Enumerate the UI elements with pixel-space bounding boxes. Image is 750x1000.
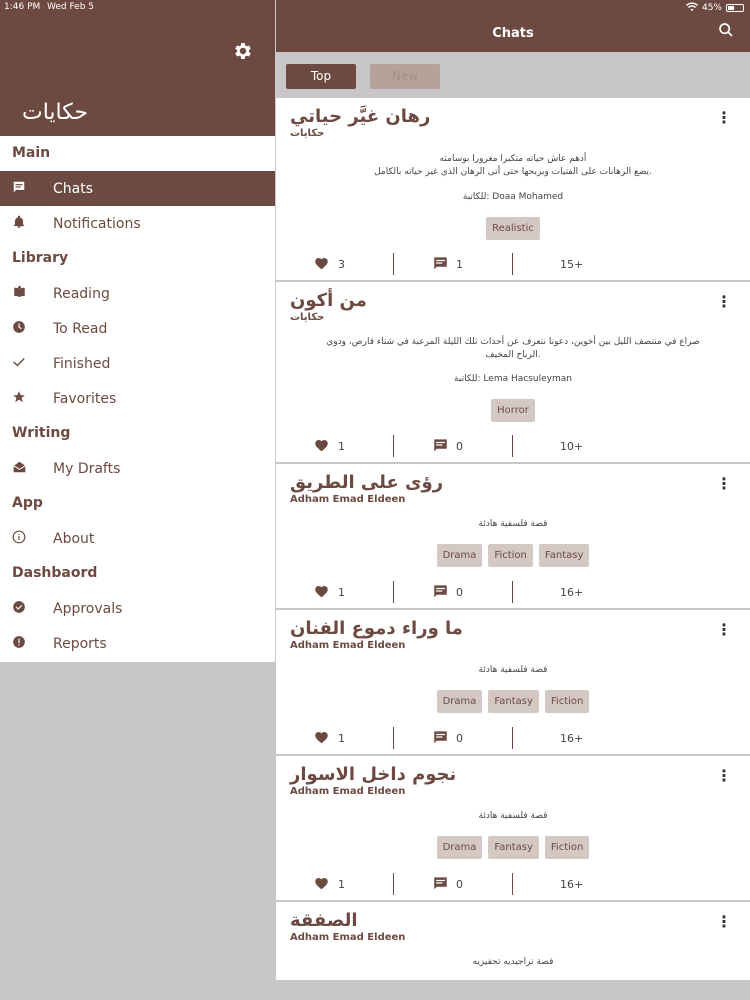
divider: [512, 873, 513, 895]
comment-count: 0: [456, 878, 463, 891]
tag[interactable]: Drama: [437, 544, 483, 567]
divider: [393, 727, 394, 749]
divider: [512, 581, 513, 603]
tabs-bar: [276, 52, 750, 98]
tag[interactable]: Fiction: [488, 544, 532, 567]
sidebar-item-reading[interactable]: Reading: [0, 276, 275, 311]
story-subtitle: حكايات: [290, 312, 325, 323]
comment-icon[interactable]: [433, 876, 448, 894]
tag[interactable]: Fiction: [545, 690, 589, 713]
battery-percent: 45%: [701, 3, 722, 13]
age-rating: 15+: [560, 258, 584, 271]
story-subtitle: Adham Emad Eldeen: [290, 786, 406, 797]
more-vert-icon[interactable]: ⋮: [716, 474, 732, 493]
status-date: Wed Feb 5: [47, 2, 95, 12]
search-icon[interactable]: [718, 22, 736, 40]
story-subtitle: Adham Emad Eldeen: [290, 932, 406, 943]
sidebar-item-about[interactable]: About: [0, 521, 275, 556]
comment-icon[interactable]: [433, 438, 448, 456]
check-icon: [0, 355, 40, 373]
story-description: قصة فلسفية هادئة: [478, 665, 548, 675]
story-title: ما وراء دموع الفنان: [290, 618, 463, 639]
tag-list: [276, 399, 750, 422]
story-description: صراع في منتصف الليل بين أخوين، دعونا نتعرف عن أحداث تلك الليلة المرعبة في شتاء قارص، ودوي الرياح المخيف.: [326, 337, 700, 360]
tag[interactable]: Drama: [437, 836, 483, 859]
chat-icon: [0, 180, 40, 198]
alert-icon: [0, 635, 40, 653]
card-footer: [276, 873, 750, 895]
status-bar: [0, 0, 750, 15]
comment-icon[interactable]: [433, 730, 448, 748]
section-library: Library: [12, 250, 69, 266]
divider: [512, 727, 513, 749]
heart-icon[interactable]: [314, 438, 329, 456]
sidebar-menu: [0, 136, 275, 662]
story-title: الصفقة: [290, 910, 358, 931]
sidebar-item-favorites[interactable]: Favorites: [0, 381, 275, 416]
divider: [512, 253, 513, 275]
battery-icon: [726, 4, 744, 12]
tag[interactable]: Fantasy: [488, 836, 538, 859]
info-icon: [0, 530, 40, 548]
more-vert-icon[interactable]: ⋮: [716, 766, 732, 785]
heart-icon[interactable]: [314, 730, 329, 748]
divider: [512, 435, 513, 457]
like-count: 1: [338, 440, 345, 453]
age-rating: 16+: [560, 732, 584, 745]
status-time: 1:46 PM: [4, 2, 41, 12]
like-count: 1: [338, 586, 345, 599]
mail-open-icon: [0, 460, 40, 478]
tag[interactable]: Horror: [491, 399, 535, 422]
more-vert-icon[interactable]: ⋮: [716, 620, 732, 639]
tag[interactable]: Drama: [437, 690, 483, 713]
sidebar: [0, 0, 275, 1000]
card-footer: [276, 435, 750, 457]
card-footer: [276, 727, 750, 749]
sidebar-title: حكايات: [22, 100, 88, 125]
tag[interactable]: Fantasy: [488, 690, 538, 713]
story-description: أدهم عاش حياته متكبرا مغرورا بوسامته يضع الرهانات على الفتيات ويربحها حتى أتى الرهان الذي غير حياته بالكامل.: [374, 154, 652, 177]
story-description: قصة فلسفية هادئة: [478, 811, 548, 821]
card-footer: [276, 253, 750, 275]
tag-list: [276, 544, 750, 567]
sidebar-item-finished[interactable]: Finished: [0, 346, 275, 381]
like-count: 1: [338, 732, 345, 745]
divider: [393, 581, 394, 603]
status-indicators: [686, 2, 744, 14]
section-app: App: [12, 495, 43, 511]
star-icon: [0, 390, 40, 408]
sidebar-header: [0, 0, 275, 136]
comment-icon[interactable]: [433, 584, 448, 602]
clock-icon: [0, 320, 40, 338]
more-vert-icon[interactable]: ⋮: [716, 292, 732, 311]
tag-list: [276, 690, 750, 713]
age-rating: 16+: [560, 586, 584, 599]
main-content: [276, 0, 750, 1000]
story-description: قصة فلسفية هادئة: [478, 519, 548, 529]
age-rating: 16+: [560, 878, 584, 891]
divider: [393, 253, 394, 275]
tab-top[interactable]: Top: [286, 64, 356, 89]
story-title: نجوم داخل الاسوار: [290, 764, 457, 785]
sidebar-item-to-read[interactable]: To Read: [0, 311, 275, 346]
comment-count: 0: [456, 440, 463, 453]
age-rating: 10+: [560, 440, 584, 453]
story-title: من أكون: [290, 290, 367, 311]
more-vert-icon[interactable]: ⋮: [716, 108, 732, 127]
story-description: قصة تراجيديه تحفيزيه: [472, 957, 554, 967]
like-count: 3: [338, 258, 345, 271]
heart-icon[interactable]: [314, 584, 329, 602]
story-card[interactable]: [276, 610, 750, 756]
page-title: Chats: [492, 26, 534, 41]
comment-icon[interactable]: [433, 256, 448, 274]
check-circle-icon: [0, 600, 40, 618]
comment-count: 0: [456, 732, 463, 745]
heart-icon[interactable]: [314, 876, 329, 894]
story-subtitle: Adham Emad Eldeen: [290, 494, 406, 505]
wifi-icon: [686, 2, 698, 14]
more-vert-icon[interactable]: ⋮: [716, 912, 732, 931]
like-count: 1: [338, 878, 345, 891]
section-writing: Writing: [12, 425, 71, 441]
story-title: رهان غيَّر حياتي: [290, 106, 431, 127]
section-main: Main: [12, 145, 51, 161]
tag[interactable]: Fantasy: [539, 544, 589, 567]
card-footer: [276, 581, 750, 603]
tag[interactable]: Fiction: [545, 836, 589, 859]
tag[interactable]: Realistic: [486, 217, 540, 240]
sidebar-item-chats[interactable]: Chats: [0, 171, 275, 206]
tag-list: [276, 217, 750, 240]
tab-new[interactable]: New: [370, 64, 440, 89]
story-card[interactable]: [276, 902, 750, 982]
heart-icon[interactable]: [314, 256, 329, 274]
story-subtitle: حكايات: [290, 128, 325, 139]
story-subtitle: Adham Emad Eldeen: [290, 640, 406, 651]
book-open-icon: [0, 285, 40, 303]
divider: [393, 873, 394, 895]
sidebar-item-reports[interactable]: Reports: [0, 626, 275, 661]
section-dashboard: Dashbaord: [12, 565, 98, 581]
story-card[interactable]: [276, 756, 750, 902]
tag-list: [276, 836, 750, 859]
story-card[interactable]: [276, 282, 750, 464]
story-card[interactable]: [276, 464, 750, 610]
bell-icon: [0, 215, 40, 233]
comment-count: 1: [456, 258, 463, 271]
comment-count: 0: [456, 586, 463, 599]
divider: [393, 435, 394, 457]
sidebar-item-notifications[interactable]: Notifications: [0, 206, 275, 241]
gear-icon[interactable]: [231, 40, 255, 64]
story-title: رؤى على الطريق: [290, 472, 444, 493]
story-card[interactable]: [276, 98, 750, 282]
sidebar-item-approvals[interactable]: Approvals: [0, 591, 275, 626]
sidebar-item-my-drafts[interactable]: My Drafts: [0, 451, 275, 486]
story-author: للكاتبة: Doaa Mohamed: [462, 192, 564, 202]
story-author: للكاتبة: Lema Hacsuleyman: [454, 374, 572, 384]
